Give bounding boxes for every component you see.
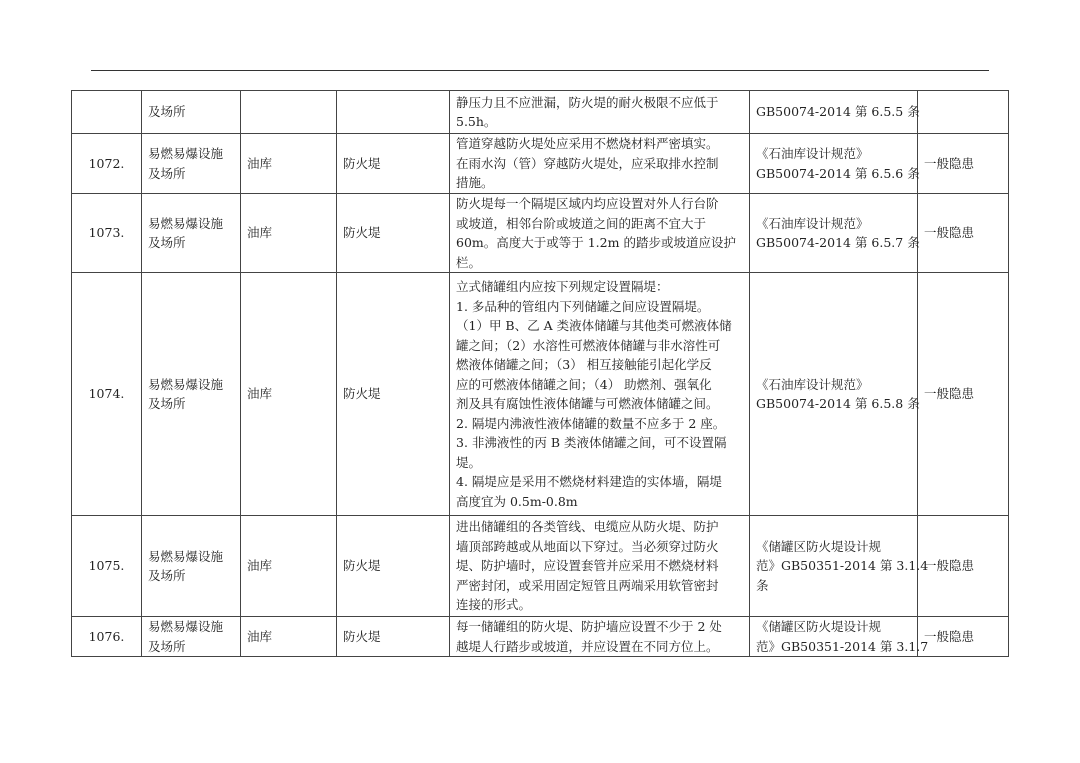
table-row [72, 617, 1009, 657]
requirement-cell-line: 高度宜为 0.5m-0.8m [456, 493, 578, 509]
basis-cell-line: 《石油库设计规范》 [756, 146, 869, 161]
basis-cell-line: GB50074-2014 第 6.5.6 条 [756, 165, 920, 181]
basis-cell [750, 516, 929, 617]
check-item-cell [337, 91, 450, 134]
table-row [72, 194, 1009, 273]
item-number-cell: 1074. [72, 273, 142, 516]
requirement-cell-line: 在雨水沟（管）穿越防火堤处，应采取排水控制 [456, 155, 719, 171]
requirement-cell [450, 273, 750, 516]
category-cell-line: 易燃易爆设施 [148, 548, 224, 564]
requirement-cell [450, 516, 750, 617]
hazard-level-cell: 一般隐患 [918, 194, 1009, 273]
check-item-cell: 防火堤 [337, 273, 450, 516]
category-cell-line: 及场所 [148, 235, 186, 250]
category-cell [142, 617, 241, 657]
category-cell [142, 134, 241, 194]
requirement-cell-line: 进出储罐组的各类管线、电缆应从防火堤、防护 [456, 519, 719, 535]
category-cell-line: 及场所 [148, 396, 186, 411]
basis-cell-line: 范》GB50351-2014 第 3.1.7 [756, 638, 929, 654]
check-item-cell: 防火堤 [337, 516, 450, 617]
requirement-cell-line: 越堤人行踏步或坡道，并应设置在不同方位上。 [456, 638, 719, 654]
category-cell-line: 及场所 [148, 104, 186, 120]
basis-cell-line: GB50074-2014 第 6.5.5 条 [756, 104, 920, 120]
requirement-cell-line: 防火堤每一个隔堤区域内均应设置对外人行台阶 [456, 196, 719, 211]
item-number-cell: 1072. [72, 134, 142, 194]
category-cell-line: 及场所 [148, 165, 186, 181]
category-cell-line: 及场所 [148, 638, 186, 654]
requirement-cell-line: 或坡道，相邻台阶或坡道之间的距离不宜大于 [456, 215, 707, 231]
requirement-cell-line: 60m。高度大于或等于 1.2m 的踏步或坡道应设护 [456, 235, 736, 250]
requirement-cell-line: 2. 隔堤内沸液性液体储罐的数量不应多于 2 座。 [456, 415, 726, 431]
category-cell [142, 273, 241, 516]
basis-cell [750, 134, 918, 194]
requirement-cell-line: 连接的形式。 [456, 597, 532, 613]
basis-cell [750, 194, 918, 273]
requirement-cell-line: 3. 非沸液性的丙 B 类液体储罐之间，可不设置隔 [456, 435, 727, 450]
header-rule [91, 70, 989, 71]
requirement-cell-line: 5.5h。 [456, 114, 497, 129]
requirement-cell-line: 4. 隔堤应是采用不燃烧材料建造的实体墙，隔堤 [456, 474, 722, 489]
item-number-cell: 1073. [72, 194, 142, 273]
category-cell-line: 及场所 [148, 568, 186, 583]
requirement-cell-line: 应的可燃液体储罐之间；（4） 助燃剂、强氧化 [456, 376, 712, 392]
basis-cell-line: 《储罐区防火堤设计规 [756, 538, 882, 554]
basis-cell [750, 617, 929, 657]
table-row [72, 516, 1009, 617]
category-cell [142, 91, 241, 134]
place-cell: 油库 [241, 516, 337, 617]
requirement-cell-line: 堤、防护墙时，应设置套管并应采用不燃烧材料 [456, 558, 719, 574]
requirement-cell [450, 194, 750, 273]
item-number-cell: 1076. [72, 617, 142, 657]
regulation-table [71, 90, 1009, 657]
hazard-level-cell: 一般隐患 [918, 617, 1009, 657]
basis-cell-line: 《石油库设计规范》 [756, 376, 869, 392]
basis-cell-line: GB50074-2014 第 6.5.8 条 [756, 396, 920, 411]
place-cell: 油库 [241, 273, 337, 516]
basis-cell-line: 《储罐区防火堤设计规 [756, 619, 882, 634]
hazard-level-cell [918, 91, 1009, 134]
requirement-cell-line: 栏。 [456, 254, 482, 270]
basis-cell [750, 91, 918, 134]
table-body [72, 91, 1009, 657]
requirement-cell-line: 堤。 [456, 454, 482, 470]
requirement-cell-line: 管道穿越防火堤处应采用不燃烧材料严密填实。 [456, 136, 719, 152]
category-cell [142, 194, 241, 273]
requirement-cell [450, 617, 750, 657]
place-cell: 油库 [241, 194, 337, 273]
basis-cell [750, 273, 918, 516]
hazard-level-cell: 一般隐患 [918, 273, 1009, 516]
basis-cell-line: 条 [756, 577, 769, 593]
table-row [72, 134, 1009, 194]
basis-cell-line: GB50074-2014 第 6.5.7 条 [756, 235, 920, 250]
table-row [72, 91, 1009, 134]
hazard-level-cell: 一般隐患 [918, 134, 1009, 194]
check-item-cell: 防火堤 [337, 134, 450, 194]
requirement-cell-line: 严密封闭，或采用固定短管且两端采用软管密封 [456, 577, 719, 593]
check-item-cell: 防火堤 [337, 617, 450, 657]
category-cell-line: 易燃易爆设施 [148, 376, 224, 392]
requirement-cell-line: 每一储罐组的防火堤、防护墙应设置不少于 2 处 [456, 619, 722, 634]
category-cell-line: 易燃易爆设施 [148, 619, 224, 634]
hazard-level-cell: 一般隐患 [918, 516, 1009, 617]
requirement-cell-line: 罐之间；（2）水溶性可燃液体储罐与非水溶性可 [456, 337, 721, 353]
requirement-cell-line: 立式储罐组内应按下列规定设置隔堤： [456, 279, 669, 294]
table-row [72, 273, 1009, 516]
requirement-cell-line: （1）甲 B、乙 A 类液体储罐与其他类可燃液体储 [456, 318, 732, 333]
requirement-cell-line: 剂及具有腐蚀性液体储罐与可燃液体储罐之间。 [456, 396, 719, 411]
place-cell [241, 91, 337, 134]
item-number-cell [72, 91, 142, 134]
requirement-cell [450, 134, 750, 194]
category-cell-line: 易燃易爆设施 [148, 146, 224, 161]
check-item-cell: 防火堤 [337, 194, 450, 273]
basis-cell-line: 范》GB50351-2014 第 3.1.4 [756, 558, 929, 574]
requirement-cell [450, 91, 750, 134]
category-cell-line: 易燃易爆设施 [148, 215, 224, 231]
requirement-cell-line: 措施。 [456, 175, 494, 191]
place-cell: 油库 [241, 134, 337, 194]
requirement-cell-line: 静压力且不应泄漏，防火堤的耐火极限不应低于 [456, 94, 719, 110]
place-cell: 油库 [241, 617, 337, 657]
item-number-cell: 1075. [72, 516, 142, 617]
basis-cell-line: 《石油库设计规范》 [756, 215, 869, 231]
requirement-cell-line: 墙顶部跨越或从地面以下穿过。当必须穿过防火 [456, 538, 719, 554]
requirement-cell-line: 1. 多品种的管组内下列储罐之间应设置隔堤。 [456, 298, 710, 314]
requirement-cell-line: 燃液体储罐之间；（3） 相互接触能引起化学反 [456, 357, 712, 372]
category-cell [142, 516, 241, 617]
